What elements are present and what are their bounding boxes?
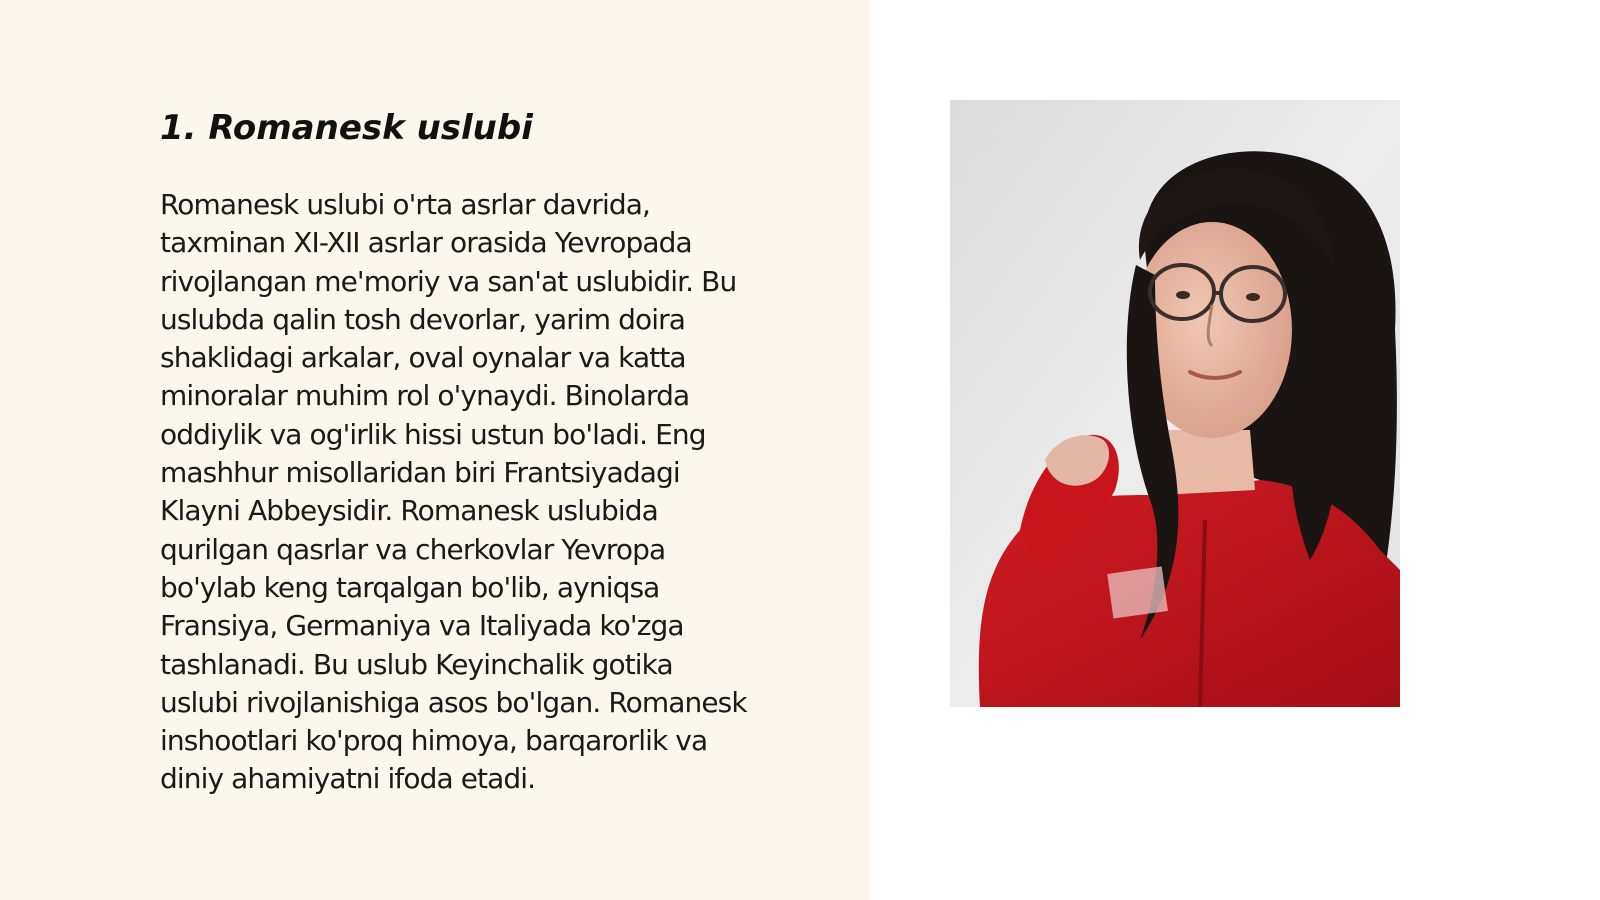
body-line: bo'ylab keng tarqalgan bo'lib, ayniqsa [160,570,660,604]
body-line: uslubi rivojlanishiga asos bo'lgan. Romanesk [160,685,747,719]
slide-body-text [160,186,840,799]
portrait-photo [950,100,1400,707]
body-line: oddiylik va og'irlik hissi ustun bo'ladi. Eng [160,417,706,451]
body-line: taxminan XI-XII asrlar orasida Yevropada [160,226,692,260]
body-line: minoralar muhim rol o'ynaydi. Binolarda [160,379,690,413]
body-line: diniy ahamiyatni ifoda etadi. [160,762,536,796]
slide-title: 1. Romanesk uslubi [160,108,533,148]
body-line: uslubda qalin tosh devorlar, yarim doira [160,302,685,336]
portrait-illustration [950,100,1400,707]
body-line: shaklidagi arkalar, oval oynalar va katta [160,341,686,375]
body-line: Fransiya, Germaniya va Italiyada ko'zga [160,609,684,643]
body-line: rivojlangan me'moriy va san'at uslubidir. Bu [160,264,737,298]
body-line: mashhur misollaridan biri Frantsiyadagi [160,456,680,490]
body-line: qurilgan qasrlar va cherkovlar Yevropa [160,532,666,566]
body-line: Romanesk uslubi o'rta asrlar davrida, [160,188,651,221]
body-line: inshootlari ko'proq himoya, barqarorlik va [160,724,708,758]
body-line: tashlanadi. Bu uslub Keyinchalik gotika [160,647,673,681]
body-line: Klayni Abbeysidir. Romanesk uslubida [160,494,658,528]
